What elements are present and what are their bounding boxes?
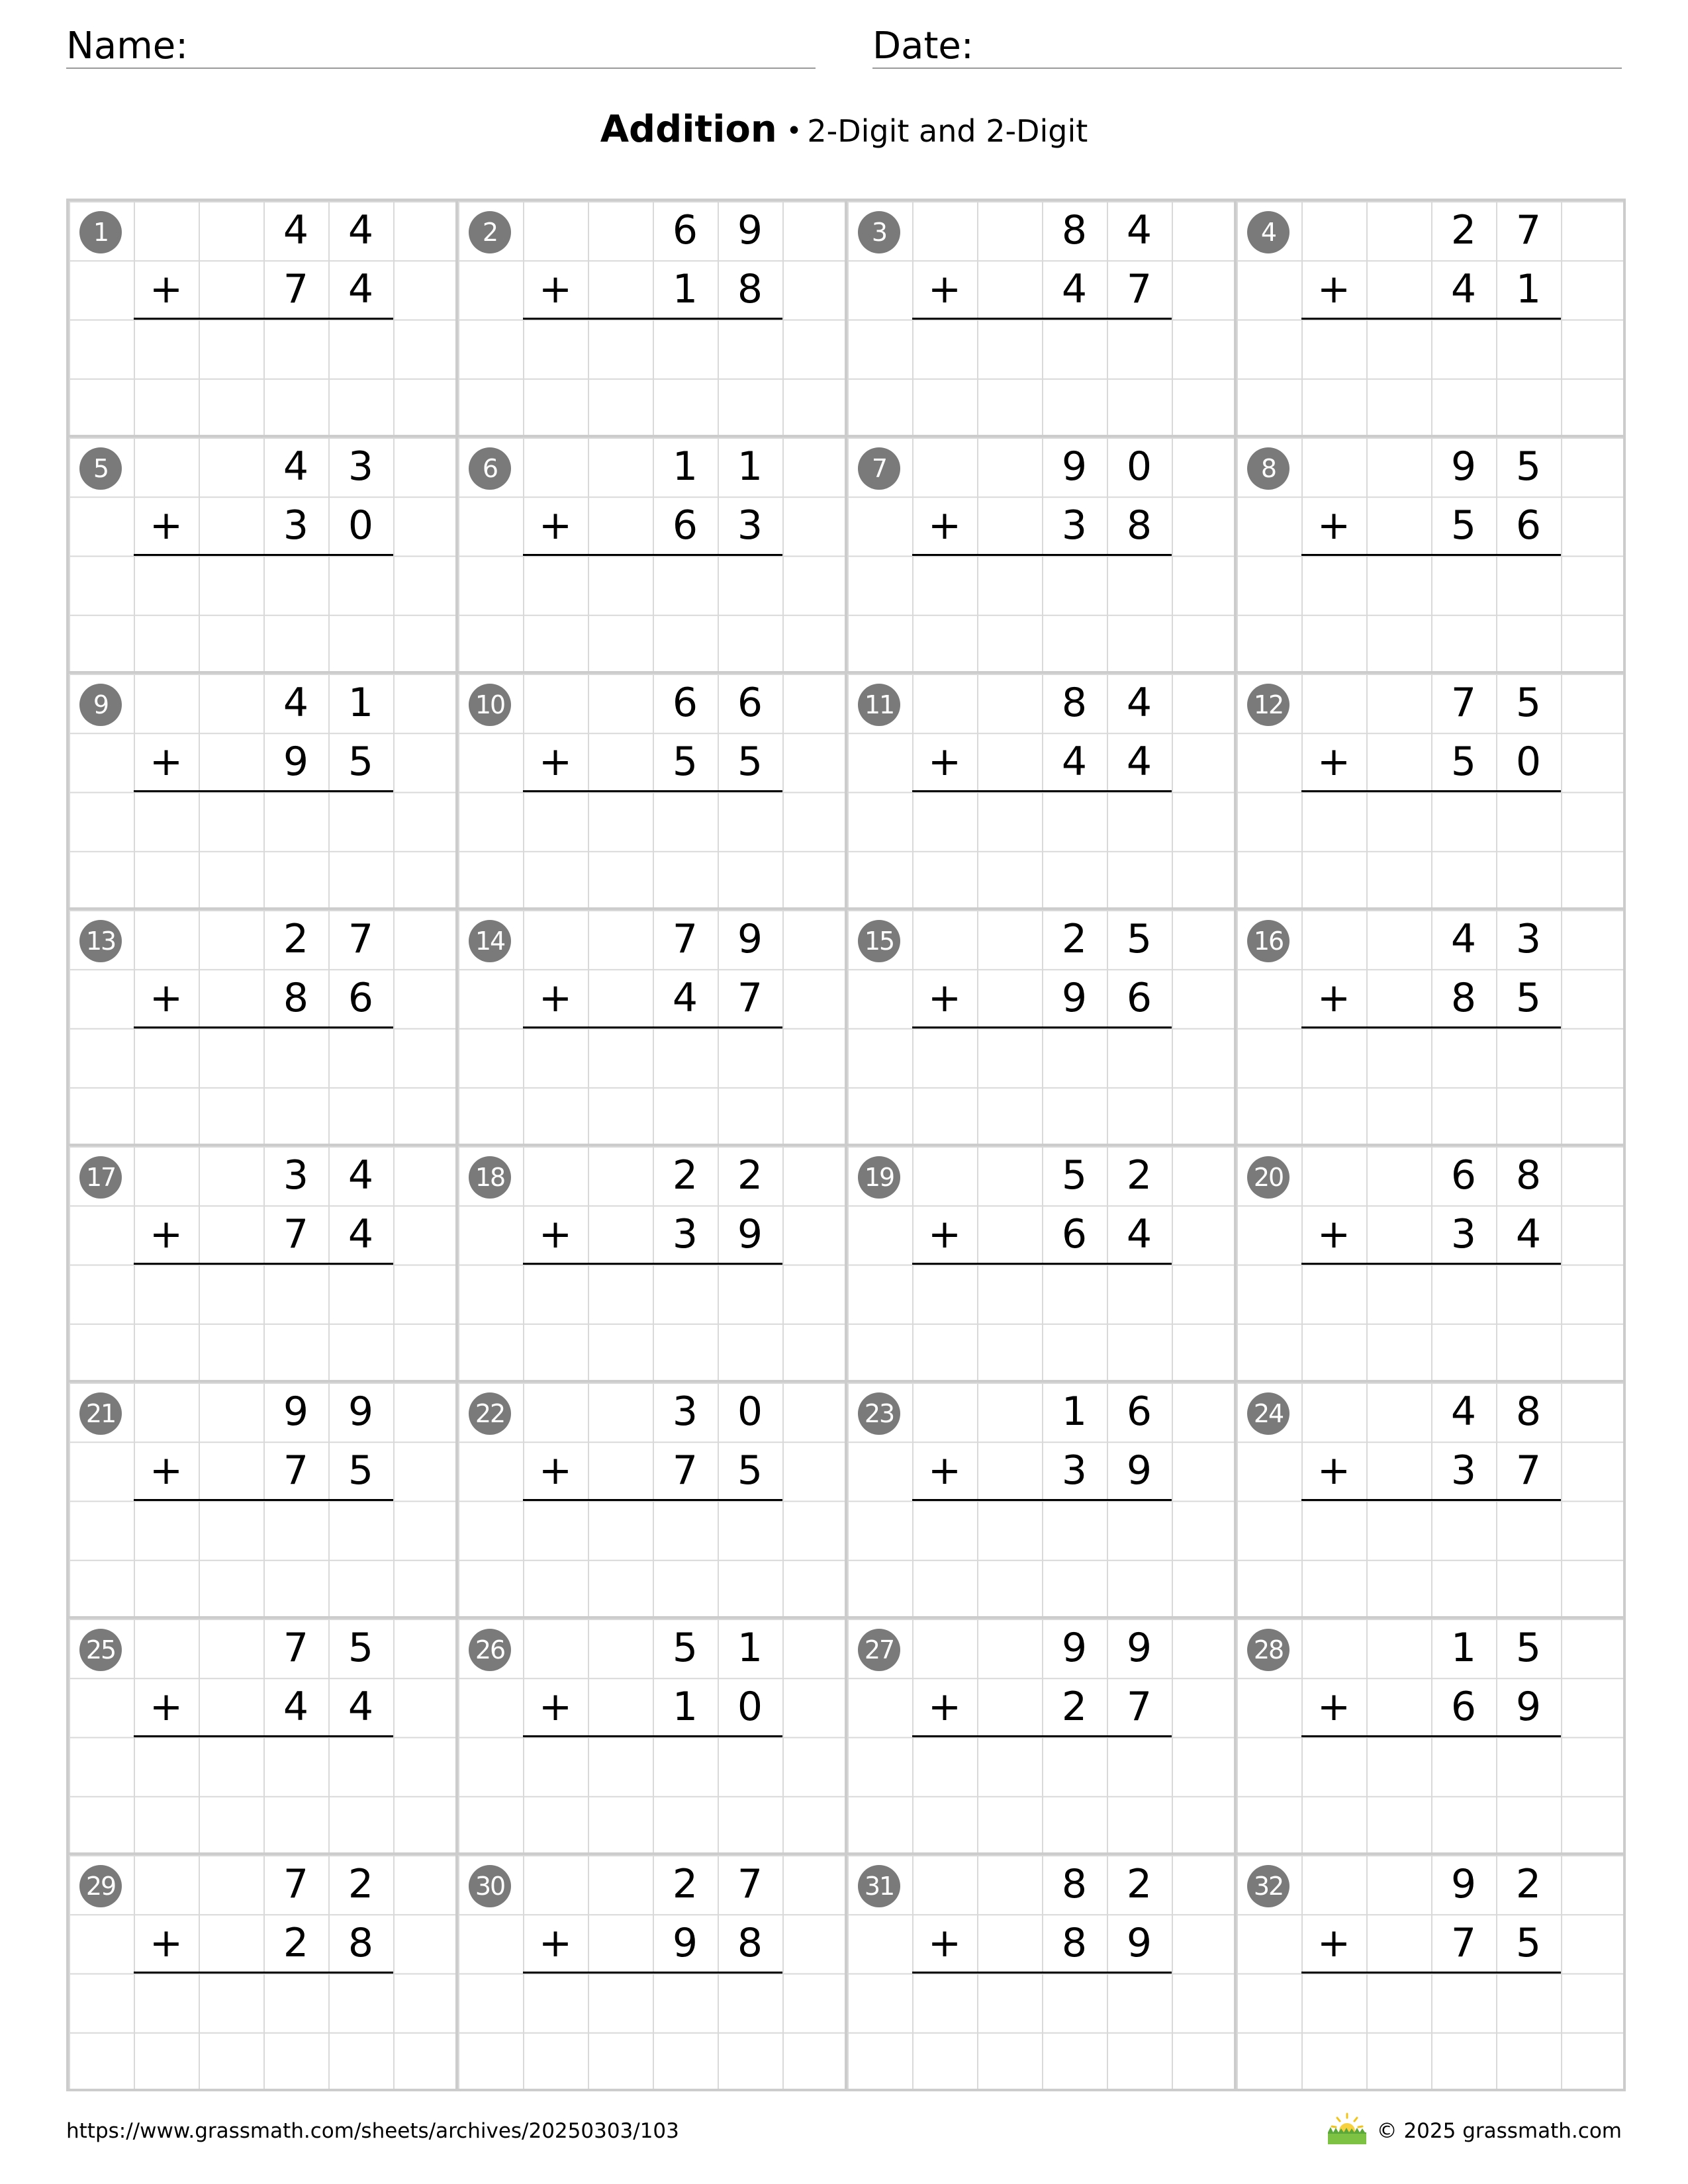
top-ones-digit: 8 — [1515, 1152, 1542, 1199]
problem-28 — [1237, 1619, 1626, 1855]
problem-22 — [458, 1383, 847, 1619]
bottom-tens-digit: 7 — [1450, 1920, 1477, 1966]
answer-line — [523, 1972, 782, 1974]
top-tens-digit: 9 — [1450, 443, 1477, 490]
bottom-ones-digit: 0 — [737, 1684, 763, 1730]
bottom-tens-digit: 6 — [1061, 1211, 1088, 1257]
answer-line — [912, 1735, 1172, 1737]
bottom-ones-digit: 1 — [1515, 266, 1542, 312]
bottom-tens-digit: 2 — [1061, 1684, 1088, 1730]
plus-sign: + — [538, 266, 573, 312]
answer-line — [134, 554, 393, 556]
top-ones-digit: 6 — [737, 680, 763, 726]
top-tens-digit: 6 — [672, 207, 698, 253]
plus-sign: + — [1317, 1447, 1351, 1494]
problem-31 — [847, 1855, 1237, 2091]
bottom-ones-digit: 3 — [737, 502, 763, 549]
bottom-tens-digit: 5 — [1450, 739, 1477, 785]
bottom-ones-digit: 9 — [1126, 1447, 1152, 1494]
bottom-ones-digit: 7 — [1515, 1447, 1542, 1494]
top-ones-digit: 9 — [737, 207, 763, 253]
bottom-tens-digit: 3 — [1061, 1447, 1088, 1494]
bottom-ones-digit: 0 — [348, 502, 374, 549]
bottom-tens-digit: 7 — [672, 1447, 698, 1494]
bottom-tens-digit: 3 — [283, 502, 309, 549]
answer-line — [1301, 790, 1561, 792]
top-tens-digit: 4 — [283, 443, 309, 490]
bottom-tens-digit: 8 — [1061, 1920, 1088, 1966]
plus-sign: + — [1317, 502, 1351, 549]
problem-27 — [847, 1619, 1237, 1855]
answer-line — [134, 790, 393, 792]
top-ones-digit: 3 — [1515, 916, 1542, 962]
bottom-ones-digit: 4 — [1515, 1211, 1542, 1257]
problem-3 — [847, 201, 1237, 437]
top-tens-digit: 4 — [1450, 1388, 1477, 1435]
answer-line — [523, 1026, 782, 1028]
top-tens-digit: 9 — [1061, 1625, 1088, 1671]
bottom-ones-digit: 7 — [1126, 266, 1152, 312]
plus-sign: + — [927, 1684, 962, 1730]
bottom-ones-digit: 4 — [348, 1211, 374, 1257]
bottom-ones-digit: 7 — [1126, 1684, 1152, 1730]
problem-number-badge: 12 — [1247, 684, 1289, 726]
problem-19 — [847, 1146, 1237, 1383]
problem-number-badge: 8 — [1247, 447, 1289, 490]
bottom-tens-digit: 9 — [283, 739, 309, 785]
date-field[interactable] — [872, 21, 1622, 69]
problem-16 — [1237, 910, 1626, 1146]
answer-line — [1301, 1499, 1561, 1501]
bottom-tens-digit: 4 — [1450, 266, 1477, 312]
top-ones-digit: 5 — [348, 1625, 374, 1671]
problem-number-badge: 24 — [1247, 1392, 1289, 1435]
top-tens-digit: 8 — [1061, 1861, 1088, 1907]
bottom-tens-digit: 7 — [283, 1211, 309, 1257]
top-tens-digit: 6 — [1450, 1152, 1477, 1199]
bottom-tens-digit: 8 — [283, 975, 309, 1021]
problem-number-badge: 7 — [858, 447, 900, 490]
answer-line — [912, 1499, 1172, 1501]
problem-4 — [1237, 201, 1626, 437]
top-tens-digit: 4 — [283, 207, 309, 253]
date-label: Date: — [872, 24, 974, 68]
answer-line — [523, 790, 782, 792]
bottom-tens-digit: 7 — [283, 266, 309, 312]
top-tens-digit: 2 — [283, 916, 309, 962]
bottom-ones-digit: 0 — [1515, 739, 1542, 785]
problem-number-badge: 27 — [858, 1629, 900, 1671]
answer-line — [134, 1972, 393, 1974]
bottom-tens-digit: 1 — [672, 266, 698, 312]
plus-sign: + — [149, 1684, 183, 1730]
top-ones-digit: 2 — [1126, 1861, 1152, 1907]
grass-sun-logo-icon — [1324, 2110, 1370, 2147]
answer-line — [523, 1263, 782, 1265]
problem-24 — [1237, 1383, 1626, 1619]
bottom-ones-digit: 6 — [1126, 975, 1152, 1021]
problem-number-badge: 10 — [469, 684, 511, 726]
bottom-ones-digit: 5 — [348, 739, 374, 785]
top-ones-digit: 4 — [1126, 680, 1152, 726]
answer-line — [523, 1499, 782, 1501]
top-tens-digit: 3 — [672, 1388, 698, 1435]
top-ones-digit: 6 — [1126, 1388, 1152, 1435]
top-ones-digit: 3 — [348, 443, 374, 490]
plus-sign: + — [927, 502, 962, 549]
answer-line — [1301, 1026, 1561, 1028]
top-tens-digit: 8 — [1061, 207, 1088, 253]
top-tens-digit: 9 — [1061, 443, 1088, 490]
bottom-ones-digit: 5 — [348, 1447, 374, 1494]
problem-number-badge: 32 — [1247, 1865, 1289, 1907]
bottom-tens-digit: 3 — [1450, 1211, 1477, 1257]
plus-sign: + — [927, 1920, 962, 1966]
bottom-ones-digit: 8 — [737, 266, 763, 312]
top-ones-digit: 9 — [348, 1388, 374, 1435]
bottom-tens-digit: 9 — [1061, 975, 1088, 1021]
page-title — [0, 106, 1688, 162]
answer-line — [1301, 554, 1561, 556]
problem-1 — [69, 201, 458, 437]
top-tens-digit: 8 — [1061, 680, 1088, 726]
answer-line — [912, 790, 1172, 792]
problem-13 — [69, 910, 458, 1146]
top-tens-digit: 7 — [1450, 680, 1477, 726]
top-ones-digit: 4 — [348, 1152, 374, 1199]
top-tens-digit: 3 — [283, 1152, 309, 1199]
top-tens-digit: 1 — [1061, 1388, 1088, 1435]
bottom-tens-digit: 7 — [283, 1447, 309, 1494]
problem-number-badge: 25 — [79, 1629, 122, 1671]
bottom-ones-digit: 4 — [1126, 739, 1152, 785]
bottom-tens-digit: 5 — [1450, 502, 1477, 549]
top-ones-digit: 9 — [1126, 1625, 1152, 1671]
bottom-tens-digit: 8 — [1450, 975, 1477, 1021]
plus-sign: + — [149, 266, 183, 312]
answer-line — [134, 1735, 393, 1737]
answer-line — [912, 1026, 1172, 1028]
problem-9 — [69, 674, 458, 910]
bottom-tens-digit: 4 — [283, 1684, 309, 1730]
answer-line — [523, 1735, 782, 1737]
problem-grid — [66, 199, 1626, 2091]
title-main: Addition — [600, 108, 777, 151]
bottom-ones-digit: 9 — [1126, 1920, 1152, 1966]
bottom-ones-digit: 9 — [1515, 1684, 1542, 1730]
problem-number-badge: 31 — [858, 1865, 900, 1907]
bottom-tens-digit: 5 — [672, 739, 698, 785]
plus-sign: + — [1317, 739, 1351, 785]
name-field[interactable] — [66, 21, 816, 69]
problem-number-badge: 18 — [469, 1156, 511, 1199]
bottom-ones-digit: 6 — [1515, 502, 1542, 549]
problem-7 — [847, 437, 1237, 674]
problem-number-badge: 22 — [469, 1392, 511, 1435]
name-label: Name: — [66, 24, 189, 68]
top-ones-digit: 9 — [737, 916, 763, 962]
problem-6 — [458, 437, 847, 674]
plus-sign: + — [927, 1211, 962, 1257]
bottom-tens-digit: 4 — [1061, 739, 1088, 785]
top-tens-digit: 1 — [1450, 1625, 1477, 1671]
problem-number-badge: 30 — [469, 1865, 511, 1907]
top-ones-digit: 4 — [1126, 207, 1152, 253]
problem-number-badge: 6 — [469, 447, 511, 490]
bottom-ones-digit: 8 — [348, 1920, 374, 1966]
problem-number-badge: 23 — [858, 1392, 900, 1435]
bottom-ones-digit: 5 — [737, 1447, 763, 1494]
problem-number-badge: 14 — [469, 920, 511, 962]
problem-15 — [847, 910, 1237, 1146]
problem-11 — [847, 674, 1237, 910]
top-tens-digit: 2 — [672, 1152, 698, 1199]
problem-number-badge: 3 — [858, 211, 900, 253]
bottom-tens-digit: 3 — [1450, 1447, 1477, 1494]
problem-number-badge: 13 — [79, 920, 122, 962]
top-tens-digit: 4 — [1450, 916, 1477, 962]
top-tens-digit: 4 — [283, 680, 309, 726]
plus-sign: + — [538, 1920, 573, 1966]
problem-number-badge: 20 — [1247, 1156, 1289, 1199]
plus-sign: + — [149, 739, 183, 785]
problem-17 — [69, 1146, 458, 1383]
problem-26 — [458, 1619, 847, 1855]
top-tens-digit: 7 — [672, 916, 698, 962]
top-ones-digit: 2 — [1515, 1861, 1542, 1907]
bottom-ones-digit: 5 — [1515, 975, 1542, 1021]
bottom-tens-digit: 6 — [1450, 1684, 1477, 1730]
problem-number-badge: 1 — [79, 211, 122, 253]
problem-number-badge: 26 — [469, 1629, 511, 1671]
problem-number-badge: 28 — [1247, 1629, 1289, 1671]
problem-30 — [458, 1855, 847, 2091]
plus-sign: + — [149, 502, 183, 549]
problem-20 — [1237, 1146, 1626, 1383]
top-ones-digit: 5 — [1515, 443, 1542, 490]
answer-line — [912, 318, 1172, 320]
answer-line — [134, 1499, 393, 1501]
problem-number-badge: 11 — [858, 684, 900, 726]
problem-number-badge: 19 — [858, 1156, 900, 1199]
bottom-ones-digit: 4 — [348, 266, 374, 312]
top-ones-digit: 4 — [348, 207, 374, 253]
problem-2 — [458, 201, 847, 437]
top-ones-digit: 0 — [737, 1388, 763, 1435]
bottom-tens-digit: 9 — [672, 1920, 698, 1966]
answer-line — [912, 1972, 1172, 1974]
top-tens-digit: 1 — [672, 443, 698, 490]
problem-number-badge: 16 — [1247, 920, 1289, 962]
top-tens-digit: 6 — [672, 680, 698, 726]
problem-25 — [69, 1619, 458, 1855]
answer-line — [1301, 318, 1561, 320]
problem-number-badge: 17 — [79, 1156, 122, 1199]
bottom-tens-digit: 3 — [1061, 502, 1088, 549]
top-ones-digit: 2 — [737, 1152, 763, 1199]
problem-12 — [1237, 674, 1626, 910]
top-tens-digit: 7 — [283, 1861, 309, 1907]
top-ones-digit: 1 — [737, 1625, 763, 1671]
plus-sign: + — [927, 266, 962, 312]
problem-number-badge: 21 — [79, 1392, 122, 1435]
problem-14 — [458, 910, 847, 1146]
title-bullet: • — [786, 116, 802, 146]
answer-line — [912, 1263, 1172, 1265]
plus-sign: + — [538, 975, 573, 1021]
problem-23 — [847, 1383, 1237, 1619]
top-tens-digit: 2 — [1061, 916, 1088, 962]
problem-21 — [69, 1383, 458, 1619]
answer-line — [1301, 1972, 1561, 1974]
footer-copyright: © 2025 grassmath.com — [1376, 2119, 1622, 2143]
top-ones-digit: 7 — [737, 1861, 763, 1907]
top-ones-digit: 5 — [1515, 680, 1542, 726]
top-tens-digit: 2 — [672, 1861, 698, 1907]
bottom-ones-digit: 6 — [348, 975, 374, 1021]
top-ones-digit: 0 — [1126, 443, 1152, 490]
plus-sign: + — [1317, 266, 1351, 312]
plus-sign: + — [1317, 1920, 1351, 1966]
problem-32 — [1237, 1855, 1626, 2091]
plus-sign: + — [538, 1684, 573, 1730]
top-ones-digit: 7 — [1515, 207, 1542, 253]
answer-line — [523, 554, 782, 556]
title-subtitle: 2-Digit and 2-Digit — [807, 113, 1088, 149]
plus-sign: + — [149, 1447, 183, 1494]
plus-sign: + — [149, 975, 183, 1021]
problem-8 — [1237, 437, 1626, 674]
plus-sign: + — [538, 1447, 573, 1494]
top-tens-digit: 9 — [1450, 1861, 1477, 1907]
bottom-tens-digit: 6 — [672, 502, 698, 549]
top-tens-digit: 9 — [283, 1388, 309, 1435]
problem-number-badge: 2 — [469, 211, 511, 253]
plus-sign: + — [927, 1447, 962, 1494]
answer-line — [1301, 1263, 1561, 1265]
answer-line — [1301, 1735, 1561, 1737]
problem-5 — [69, 437, 458, 674]
answer-line — [912, 554, 1172, 556]
problem-10 — [458, 674, 847, 910]
bottom-ones-digit: 8 — [737, 1920, 763, 1966]
plus-sign: + — [149, 1211, 183, 1257]
plus-sign: + — [927, 975, 962, 1021]
plus-sign: + — [927, 739, 962, 785]
plus-sign: + — [538, 502, 573, 549]
plus-sign: + — [538, 739, 573, 785]
plus-sign: + — [1317, 1684, 1351, 1730]
bottom-tens-digit: 4 — [1061, 266, 1088, 312]
bottom-ones-digit: 4 — [348, 1684, 374, 1730]
plus-sign: + — [538, 1211, 573, 1257]
top-tens-digit: 5 — [672, 1625, 698, 1671]
bottom-ones-digit: 7 — [737, 975, 763, 1021]
bottom-ones-digit: 9 — [737, 1211, 763, 1257]
bottom-ones-digit: 5 — [1515, 1920, 1542, 1966]
bottom-tens-digit: 1 — [672, 1684, 698, 1730]
answer-line — [134, 1026, 393, 1028]
bottom-tens-digit: 3 — [672, 1211, 698, 1257]
problem-29 — [69, 1855, 458, 2091]
plus-sign: + — [1317, 1211, 1351, 1257]
problem-number-badge: 4 — [1247, 211, 1289, 253]
bottom-ones-digit: 8 — [1126, 502, 1152, 549]
problem-number-badge: 29 — [79, 1865, 122, 1907]
top-ones-digit: 1 — [737, 443, 763, 490]
bottom-tens-digit: 2 — [283, 1920, 309, 1966]
problem-18 — [458, 1146, 847, 1383]
top-tens-digit: 7 — [283, 1625, 309, 1671]
top-tens-digit: 2 — [1450, 207, 1477, 253]
problem-number-badge: 5 — [79, 447, 122, 490]
bottom-tens-digit: 4 — [672, 975, 698, 1021]
answer-line — [134, 1263, 393, 1265]
top-ones-digit: 1 — [348, 680, 374, 726]
top-tens-digit: 5 — [1061, 1152, 1088, 1199]
bottom-ones-digit: 4 — [1126, 1211, 1152, 1257]
top-ones-digit: 5 — [1515, 1625, 1542, 1671]
top-ones-digit: 5 — [1126, 916, 1152, 962]
plus-sign: + — [149, 1920, 183, 1966]
top-ones-digit: 7 — [348, 916, 374, 962]
problem-number-badge: 9 — [79, 684, 122, 726]
answer-line — [134, 318, 393, 320]
plus-sign: + — [1317, 975, 1351, 1021]
footer-url: https://www.grassmath.com/sheets/archives/20250303/103 — [66, 2119, 679, 2143]
top-ones-digit: 2 — [348, 1861, 374, 1907]
top-ones-digit: 2 — [1126, 1152, 1152, 1199]
problem-number-badge: 15 — [858, 920, 900, 962]
top-ones-digit: 8 — [1515, 1388, 1542, 1435]
bottom-ones-digit: 5 — [737, 739, 763, 785]
answer-line — [523, 318, 782, 320]
